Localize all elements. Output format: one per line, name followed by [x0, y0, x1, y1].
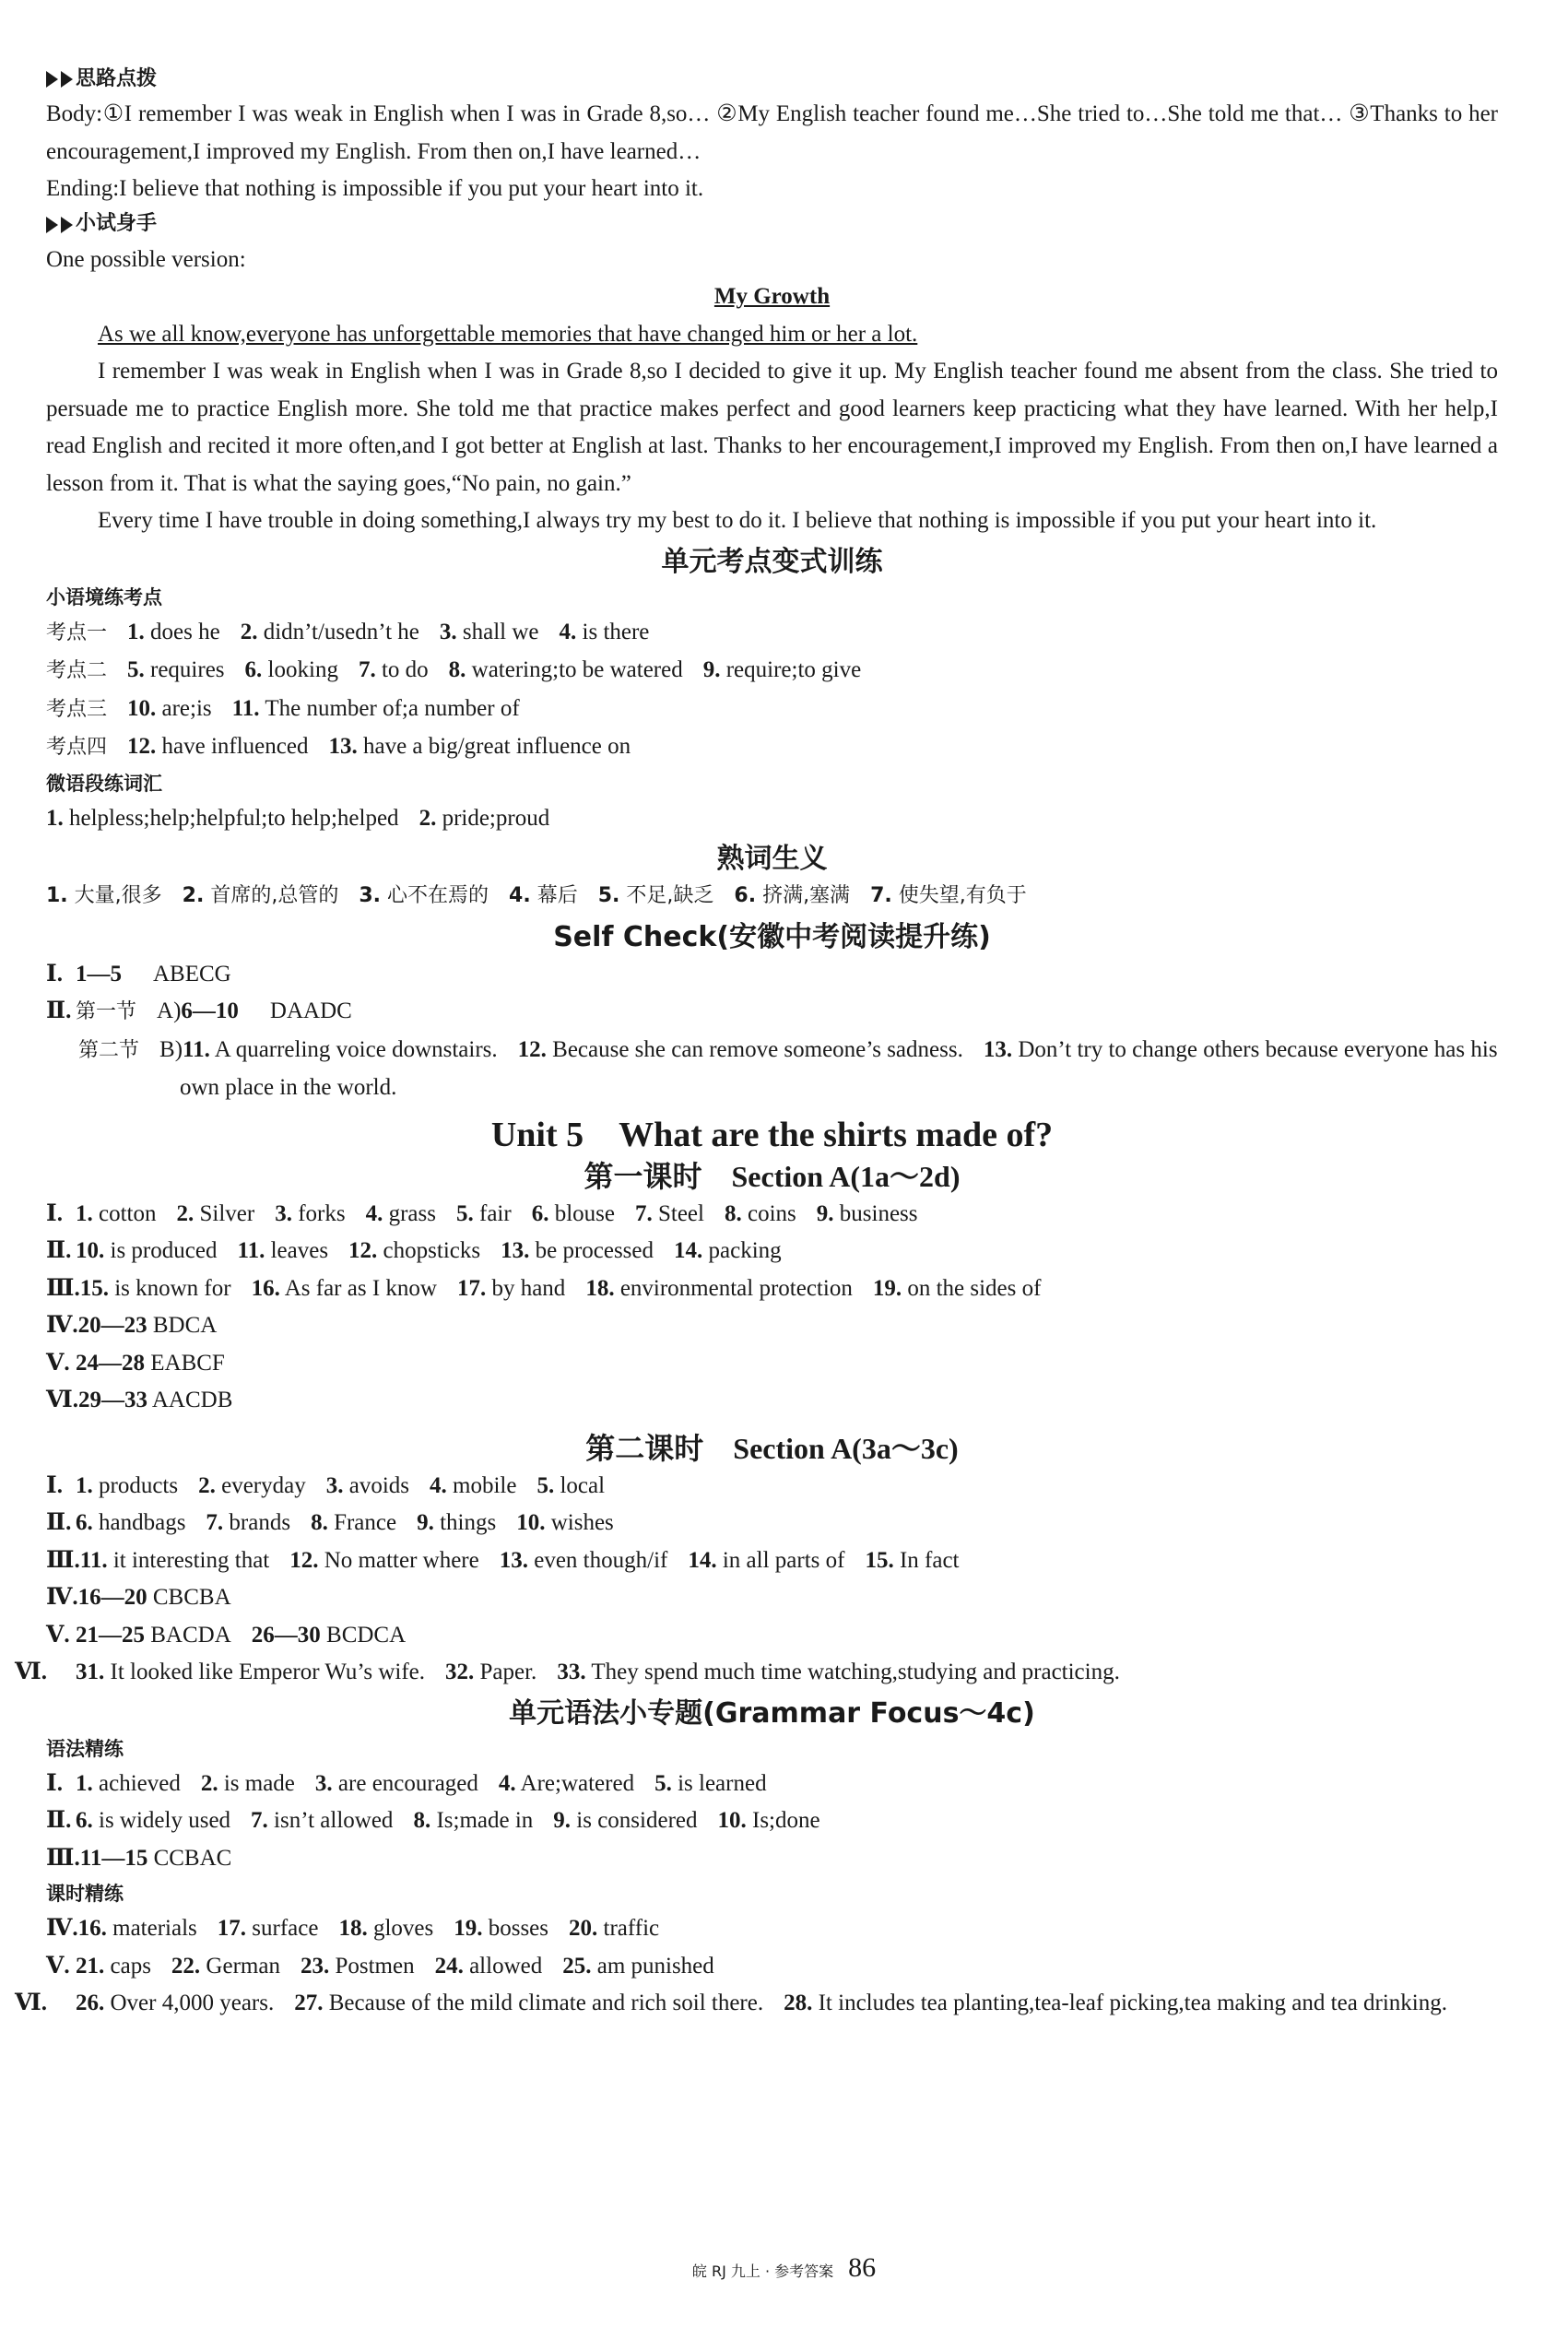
answer-text: EABCF: [150, 1350, 225, 1376]
question-number: 3.: [314, 1770, 333, 1796]
answer-text: are encouraged: [337, 1770, 478, 1796]
question-number: 14.: [674, 1238, 703, 1263]
answer-text: pride;proud: [442, 805, 550, 831]
answer-text: The number of;a number of: [265, 695, 520, 721]
answer-text: wishes: [550, 1510, 614, 1535]
answer-text: are;is: [161, 695, 212, 721]
question-number: 7.: [634, 1200, 653, 1226]
question-number: 13.: [499, 1547, 528, 1573]
answer-row: [46, 1233, 1498, 1270]
question-number: 10.: [76, 1238, 105, 1263]
lesson2-answers: [15, 1468, 1498, 1692]
question-number: 13.: [501, 1238, 530, 1263]
unit-title: Unit 5 What are the shirts made of?: [490, 1115, 1054, 1154]
answer-row: [46, 1910, 1498, 1948]
answer-text: gloves: [372, 1916, 434, 1941]
answer-row: [46, 1766, 1498, 1803]
answer-row: [46, 1307, 1498, 1345]
question-number: 11—15: [79, 1845, 148, 1871]
roman-numeral: Ⅰ.: [46, 1770, 63, 1796]
question-number: 1.: [76, 1472, 93, 1498]
answer-text: handbags: [99, 1510, 186, 1535]
answer-text: have influenced: [161, 734, 309, 759]
answer-text: is made: [223, 1770, 295, 1796]
answer-text: Silver: [199, 1200, 255, 1226]
thinking-heading: [46, 63, 1498, 96]
roman-numeral: Ⅵ.: [15, 1991, 47, 2015]
kaodian-label: 考点三: [46, 697, 108, 721]
question-number: 2.: [200, 1770, 218, 1796]
question-number: 20.: [569, 1916, 598, 1941]
answer-text: is known for: [114, 1275, 231, 1301]
answer-text: It looked like Emperor Wu’s wife.: [110, 1660, 426, 1684]
triangle-icon: [46, 217, 58, 233]
essay-paragraph-3: Every time I have trouble in doing something,I always try my best to do it. I believe that nothing is impossible if you put your heart into it.: [98, 508, 1377, 533]
roman-numeral: Ⅰ.: [46, 961, 63, 986]
question-number: 8.: [413, 1808, 431, 1833]
question-number: 6.: [734, 884, 757, 907]
question-number: 4.: [509, 884, 531, 907]
question-number: 16.: [77, 1916, 107, 1941]
answer-row: [46, 1617, 1498, 1655]
thinking-label: 思路点拨: [76, 66, 158, 90]
thinking-ending: Ending:I believe that nothing is impossible if you put your heart into it.: [46, 176, 704, 201]
answer-text: France: [334, 1510, 397, 1535]
answer-text: blouse: [554, 1200, 615, 1226]
grammar-answers-2: [15, 1910, 1498, 2023]
answer-content: [15, 63, 1498, 2023]
question-number: 1.: [127, 619, 145, 644]
answer-row-k4: [46, 728, 1498, 767]
subheading-grammar-practice: 语法精练: [46, 1737, 124, 1760]
section-title-unit-review: 单元考点变式训练: [661, 545, 883, 578]
answer-text: Steel: [657, 1200, 704, 1226]
answer-text: by hand: [491, 1275, 566, 1301]
answer-text: 幕后: [536, 884, 578, 907]
question-number: 3.: [325, 1472, 344, 1498]
question-number: 6.: [76, 1808, 93, 1833]
answer-text: BDCA: [152, 1313, 218, 1338]
answer-text: mobile: [453, 1472, 517, 1498]
question-number: 21—25: [76, 1622, 145, 1648]
answer-text: BACDA: [150, 1622, 231, 1648]
question-number: 5.: [654, 1770, 672, 1796]
roman-numeral: Ⅳ.: [46, 1313, 78, 1338]
answer-text: 挤满,塞满: [762, 884, 851, 907]
question-number: 5.: [597, 884, 620, 907]
lesson1-answers: [46, 1196, 1498, 1420]
question-number: 26—30: [251, 1622, 321, 1648]
answer-text: to do: [381, 657, 429, 682]
section-title-selfcheck: Self Check(安徽中考阅读提升练): [553, 920, 991, 953]
answer-text: is considered: [576, 1808, 698, 1833]
answer-text: No matter where: [324, 1547, 479, 1573]
answer-row: [15, 1654, 1498, 1692]
answer-row-sc1: [46, 956, 1498, 994]
question-number: 11.: [231, 695, 260, 721]
essay-paragraph-2: I remember I was weak in English when I was in Grade 8,so I decided to give it up. My English teacher found me absent from the class. She tried to persuade me to practice English more. She told me that practice makes perfect and good learners keep practicing what they have learned. With her help,I read English and recited it more often,and I got better at English at last. Thanks to her encouragement,I improved my English. From then on,I have learned a lesson from it. That is what the saying goes,“No pain, no gain.”: [46, 359, 1498, 496]
subheading-context: 小语境练考点: [46, 585, 162, 608]
question-number: 19.: [872, 1275, 902, 1301]
triangle-icon: [61, 217, 73, 233]
answer-text: Because she can remove someone’s sadness.: [552, 1036, 963, 1062]
answer-text: 心不在焉的: [387, 884, 489, 907]
answer-text: CCBAC: [153, 1845, 232, 1871]
answer-row: [15, 1985, 1498, 2023]
answer-text: In fact: [899, 1547, 960, 1573]
roman-numeral: Ⅴ.: [46, 1953, 70, 1979]
question-number: 11.: [183, 1036, 210, 1062]
sub-label: B): [159, 1036, 183, 1062]
question-number: 32.: [445, 1660, 475, 1684]
answer-row-k3: [46, 691, 1498, 729]
question-number: 17.: [217, 1916, 247, 1941]
triangle-icon: [61, 71, 73, 88]
answer-text: it interesting that: [112, 1547, 270, 1573]
answer-text: isn’t allowed: [274, 1808, 394, 1833]
roman-numeral: Ⅵ.: [15, 1660, 47, 1684]
question-number: 16—20: [77, 1585, 147, 1610]
question-number: 8.: [724, 1200, 742, 1226]
answer-text: leaves: [270, 1238, 329, 1263]
answer-text: fair: [479, 1200, 512, 1226]
answer-row: [46, 1270, 1498, 1308]
question-number: 26.: [76, 1991, 105, 2015]
question-number: 9.: [816, 1200, 834, 1226]
question-number: 4.: [559, 619, 577, 644]
kaodian-label: 考点一: [46, 620, 108, 644]
question-number: 23.: [300, 1953, 330, 1979]
question-number: 11.: [237, 1238, 265, 1263]
answer-text: even though/if: [534, 1547, 668, 1573]
answer-text: on the sides of: [907, 1275, 1042, 1301]
footer-label: 皖 RJ 九上 · 参考答案: [691, 2262, 834, 2280]
question-number: 2.: [198, 1472, 216, 1498]
answer-text: German: [206, 1953, 280, 1979]
subheading-vocab: 微语段练词汇: [46, 772, 162, 795]
answer-row: [46, 1382, 1498, 1420]
answer-text: As far as I know: [284, 1275, 437, 1301]
roman-numeral: Ⅴ.: [46, 1350, 70, 1376]
answer-text: caps: [110, 1953, 151, 1979]
question-number: 25.: [562, 1953, 592, 1979]
question-number: 20—23: [77, 1313, 147, 1338]
roman-numeral: Ⅳ.: [46, 1585, 78, 1610]
question-number: 9.: [553, 1808, 572, 1833]
question-number: 24.: [434, 1953, 464, 1979]
answer-text: brands: [229, 1510, 291, 1535]
question-number: 2.: [240, 619, 258, 644]
grammar-title: 单元语法小专题(Grammar Focus～4c): [509, 1696, 1035, 1730]
question-number: 29—33: [78, 1388, 147, 1412]
question-number: 14.: [688, 1547, 717, 1573]
roman-numeral: Ⅱ.: [46, 1238, 72, 1263]
roman-numeral: Ⅲ.: [46, 1275, 80, 1301]
answer-text: CBCBA: [152, 1585, 231, 1610]
question-number: 12.: [289, 1547, 319, 1573]
roman-numeral: Ⅲ.: [46, 1845, 80, 1871]
answer-text: didn’t/usedn’t he: [263, 619, 419, 644]
answer-text: requires: [150, 657, 225, 682]
answer-text: everyday: [221, 1472, 306, 1498]
question-number: 18.: [585, 1275, 615, 1301]
question-number: 9.: [417, 1510, 434, 1535]
answer-row: [46, 1802, 1498, 1840]
answer-text: AACDB: [151, 1388, 233, 1412]
roman-numeral: Ⅳ.: [46, 1916, 78, 1941]
answer-text: BCDCA: [326, 1622, 407, 1648]
answer-text: environmental protection: [619, 1275, 853, 1301]
answer-text: 大量,很多: [74, 884, 162, 907]
answer-text: local: [560, 1472, 606, 1498]
question-number: 6—10: [181, 998, 239, 1023]
answer-row-familiar: [46, 878, 1498, 916]
question-number: 4.: [498, 1770, 516, 1796]
question-number: 1.: [46, 884, 68, 907]
triangle-icon: [46, 71, 58, 88]
essay-title: My Growth: [713, 284, 831, 309]
answer-text: forks: [298, 1200, 346, 1226]
part-label: 第一节: [76, 1000, 137, 1023]
lesson2-title: 第二课时 Section A(3a～3c): [585, 1431, 959, 1465]
question-number: 10.: [717, 1808, 747, 1833]
question-number: 19.: [454, 1916, 483, 1941]
answer-row: [46, 1196, 1498, 1234]
question-number: 18.: [338, 1916, 368, 1941]
answer-row-k2: [46, 652, 1498, 691]
answer-text: is learned: [678, 1770, 767, 1796]
essay-topic-sentence: As we all know,everyone has unforgettable memories that have changed him or her a lot.: [98, 321, 918, 347]
answer-row: [46, 1579, 1498, 1617]
try-label: 小试身手: [76, 212, 158, 236]
question-number: 10.: [516, 1510, 546, 1535]
answer-text: Are;watered: [520, 1770, 635, 1796]
question-number: 31.: [76, 1660, 105, 1684]
answer-text: It includes tea planting,tea-leaf picking,tea making and tea drinking.: [818, 1991, 1448, 2015]
answer-text: watering;to be watered: [471, 657, 683, 682]
answer-text: 首席的,总管的: [210, 884, 339, 907]
lesson1-title: 第一课时 Section A(1a～2d): [584, 1159, 961, 1193]
question-number: 27.: [294, 1991, 324, 2015]
answer-text: Because of the mild climate and rich soil there.: [328, 1991, 764, 2015]
roman-numeral: Ⅲ.: [46, 1547, 80, 1573]
question-number: 2.: [182, 884, 205, 907]
answer-text: Over 4,000 years.: [110, 1991, 275, 2015]
answer-row-sc2: [46, 993, 1498, 1032]
try-heading: [46, 208, 1498, 242]
roman-numeral: Ⅱ.: [46, 1808, 72, 1833]
question-number: 9.: [702, 657, 721, 682]
answer-row: [46, 1542, 1498, 1580]
answer-text: chopsticks: [383, 1238, 481, 1263]
question-number: 5.: [127, 657, 145, 682]
answer-text: allowed: [469, 1953, 543, 1979]
answer-text: Is;done: [752, 1808, 820, 1833]
answer-text: am punished: [596, 1953, 714, 1979]
question-number: 6.: [76, 1510, 93, 1535]
question-number: 12.: [348, 1238, 378, 1263]
answer-text: have a big/great influence on: [362, 734, 631, 759]
answer-text: bosses: [488, 1916, 549, 1941]
page-footer: [0, 2250, 1568, 2291]
answer-text: 不足,缺乏: [626, 884, 714, 907]
grammar-answers-1: [46, 1766, 1498, 1878]
answer-text: traffic: [603, 1916, 660, 1941]
question-number: 12.: [517, 1036, 547, 1062]
answer-row: [46, 1468, 1498, 1506]
answer-row-sc3: [46, 1032, 1498, 1107]
question-number: 22.: [171, 1953, 201, 1979]
essay-paragraph-1: [46, 316, 1498, 354]
try-intro: One possible version:: [46, 246, 246, 272]
answer-text: looking: [267, 657, 338, 682]
question-number: 11.: [79, 1547, 108, 1573]
question-number: 16.: [251, 1275, 280, 1301]
part-label: 第二节: [78, 1038, 140, 1062]
question-number: 15.: [79, 1275, 109, 1301]
answer-text: be processed: [535, 1238, 654, 1263]
subheading-lesson-practice: 课时精练: [46, 1883, 124, 1905]
question-number: 1—5: [76, 961, 122, 986]
kaodian-label: 考点四: [46, 736, 108, 759]
question-number: 3.: [439, 619, 457, 644]
answer-text: is widely used: [99, 1808, 231, 1833]
answer-text: Paper.: [479, 1660, 537, 1684]
question-number: 6.: [244, 657, 263, 682]
answer-row: [46, 1505, 1498, 1542]
answer-text: is there: [582, 619, 650, 644]
answer-text: 使失望,有负于: [898, 884, 1027, 907]
question-number: 1.: [46, 805, 64, 831]
roman-numeral: Ⅵ.: [46, 1388, 78, 1412]
answer-text: surface: [252, 1916, 319, 1941]
answer-text: helpless;help;helpful;to help;helped: [69, 805, 399, 831]
answer-text: business: [839, 1200, 918, 1226]
roman-numeral: Ⅰ.: [46, 1472, 63, 1498]
question-number: 33.: [557, 1660, 586, 1684]
question-number: 7.: [870, 884, 892, 907]
answer-text: They spend much time watching,studying and practicing.: [591, 1660, 1120, 1684]
question-number: 6.: [531, 1200, 549, 1226]
question-number: 3.: [275, 1200, 292, 1226]
question-number: 5.: [456, 1200, 474, 1226]
answer-row: [46, 1948, 1498, 1986]
question-number: 2.: [176, 1200, 195, 1226]
answer-row-k1: [46, 614, 1498, 653]
question-number: 7.: [251, 1808, 268, 1833]
question-number: 1.: [76, 1200, 93, 1226]
question-number: 8.: [448, 657, 466, 682]
sub-label: A): [157, 998, 182, 1023]
answer-text: things: [440, 1510, 497, 1535]
question-number: 28.: [784, 1991, 813, 2015]
question-number: 5.: [536, 1472, 555, 1498]
answer-text: packing: [708, 1238, 782, 1263]
question-number: 10.: [127, 695, 157, 721]
answer-text: materials: [112, 1916, 197, 1941]
question-number: 7.: [206, 1510, 224, 1535]
answer-text: A quarreling voice downstairs.: [214, 1036, 498, 1062]
answer-text: is produced: [110, 1238, 218, 1263]
answer-text: achieved: [99, 1770, 181, 1796]
question-number: 7.: [358, 657, 376, 682]
answer-text: Postmen: [335, 1953, 415, 1979]
answer-text: coins: [747, 1200, 796, 1226]
question-number: 24—28: [76, 1350, 145, 1376]
question-number: 15.: [865, 1547, 894, 1573]
thinking-body: Body:①I remember I was weak in English when I was in Grade 8,so… ②My English teacher found me…She tried to…She told me that… ③Thanks to her encouragement,I improved my English. From then on,I have learned…: [46, 101, 1498, 164]
answer-text: Don’t try to change others because everyone has his own place in the world.: [180, 1036, 1498, 1100]
question-number: 3.: [359, 884, 382, 907]
answer-text: ABECG: [153, 961, 231, 986]
question-number: 8.: [311, 1510, 328, 1535]
answer-row-vocab: [46, 800, 1498, 838]
answer-text: DAADC: [269, 998, 352, 1023]
answer-text: grass: [388, 1200, 436, 1226]
answer-row: [46, 1840, 1498, 1878]
question-number: 2.: [419, 805, 437, 831]
section-title-familiar: 熟词生义: [716, 843, 828, 875]
answer-text: require;to give: [725, 657, 862, 682]
question-number: 13.: [983, 1036, 1013, 1062]
answer-text: in all parts of: [722, 1547, 845, 1573]
question-number: 4.: [365, 1200, 383, 1226]
question-number: 1.: [76, 1770, 93, 1796]
answer-text: Is;made in: [436, 1808, 534, 1833]
roman-numeral: Ⅴ.: [46, 1622, 70, 1648]
answer-text: avoids: [348, 1472, 410, 1498]
roman-numeral: Ⅰ.: [46, 1200, 63, 1226]
page-number: 86: [848, 2252, 877, 2283]
answer-text: shall we: [462, 619, 539, 644]
kaodian-label: 考点二: [46, 659, 108, 682]
question-number: 12.: [127, 734, 157, 759]
roman-numeral: Ⅱ.: [46, 1510, 72, 1535]
question-number: 4.: [430, 1472, 447, 1498]
answer-text: cotton: [99, 1200, 157, 1226]
answer-row: [46, 1345, 1498, 1383]
question-number: 17.: [456, 1275, 487, 1301]
question-number: 21.: [76, 1953, 105, 1979]
answer-text: products: [99, 1472, 179, 1498]
answer-text: does he: [150, 619, 220, 644]
roman-numeral: Ⅱ.: [46, 998, 72, 1023]
question-number: 13.: [328, 734, 358, 759]
